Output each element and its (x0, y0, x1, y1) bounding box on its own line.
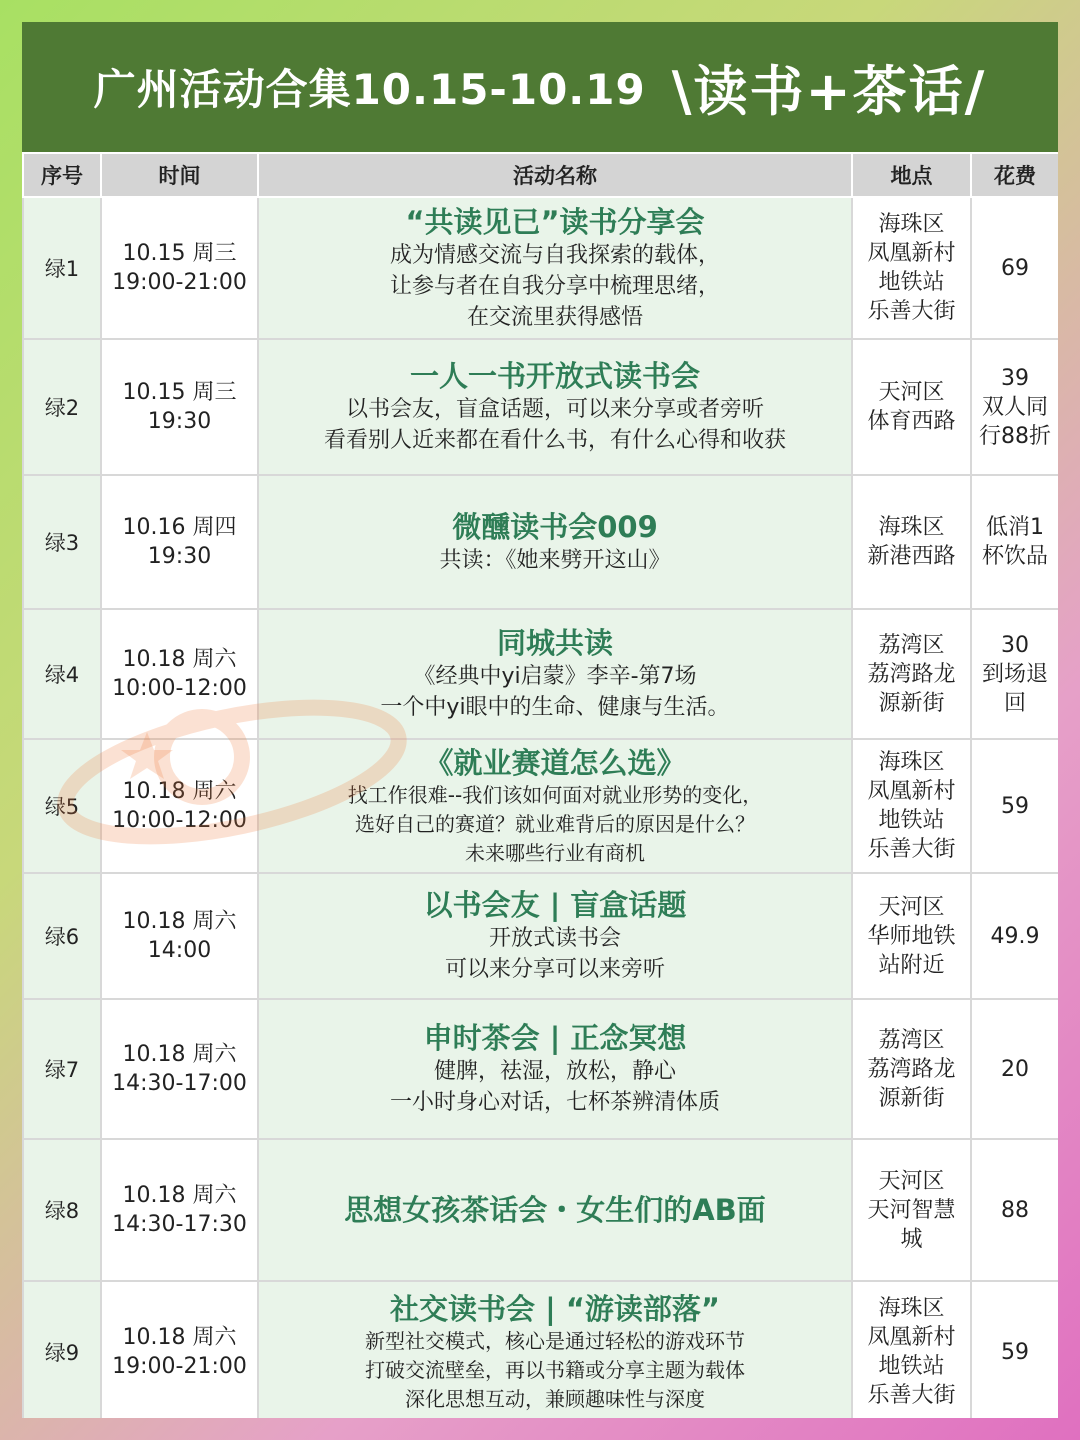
location-line: 凤凰新村 (867, 779, 956, 804)
activity-desc: 可以来分享可以来旁听 (444, 957, 665, 982)
activity-desc: 健脾，祛湿，放松，静心 (433, 1059, 676, 1084)
activity-title: 一人一书开放式读书会 (409, 359, 700, 393)
row-time (101, 873, 258, 999)
row-time (101, 197, 258, 339)
cost-line: 到场退 (981, 661, 1048, 687)
col-header-location: 地点 (852, 153, 971, 197)
time-line: 10.18 周六 (122, 1183, 237, 1208)
row-cost (971, 609, 1058, 739)
cost-line: 20 (1001, 1056, 1029, 1082)
table-row (23, 339, 1058, 475)
activity-desc: 选好自己的赛道？就业难背后的原因是什么？ (355, 811, 755, 836)
location-line: 源新街 (878, 1085, 945, 1111)
cost-line: 39 (1001, 365, 1029, 391)
location-line: 源新街 (878, 690, 945, 716)
time-line: 14:30-17:00 (112, 1071, 247, 1096)
time-line: 14:00 (147, 938, 212, 963)
row-cost (971, 739, 1058, 873)
row-activity (258, 999, 852, 1139)
cost-line: 88 (1001, 1197, 1029, 1223)
row-index: 绿1 (23, 197, 101, 339)
table-row (23, 475, 1058, 609)
location-line: 天河区 (878, 894, 945, 920)
activity-title: 同城共读 (496, 626, 613, 660)
location-line: 荔湾区 (878, 1027, 945, 1053)
activity-desc: 开放式读书会 (488, 926, 621, 951)
row-cost (971, 475, 1058, 609)
row-activity (258, 475, 852, 609)
row-index: 绿7 (23, 999, 101, 1139)
time-line: 10.15 周三 (122, 380, 237, 405)
row-activity (258, 1281, 852, 1418)
table-row (23, 609, 1058, 739)
row-activity (258, 873, 852, 999)
activity-desc: 《经典中yi启蒙》李辛-第7场 (413, 664, 697, 689)
row-location (852, 873, 971, 999)
location-line: 海珠区 (878, 515, 945, 540)
activity-desc: 一个中yi眼中的生命、健康与生活。 (380, 695, 730, 720)
activity-desc: 成为情感交流与自我探索的载体， (389, 242, 720, 268)
activity-desc: 让参与者在自我分享中梳理思绪， (389, 273, 720, 299)
time-line: 10.18 周六 (122, 1325, 237, 1350)
row-activity (258, 1139, 852, 1281)
row-time (101, 739, 258, 873)
time-line: 10.18 周六 (122, 647, 237, 672)
row-cost (971, 1281, 1058, 1418)
time-line: 10:00-12:00 (112, 676, 247, 701)
table-row (23, 999, 1058, 1139)
cost-line: 双人同 (981, 394, 1048, 420)
row-cost (971, 339, 1058, 475)
row-time (101, 475, 258, 609)
row-location (852, 1139, 971, 1281)
cost-line: 30 (1001, 632, 1029, 658)
row-index: 绿6 (23, 873, 101, 999)
activity-title: 《就业赛道怎么选》 (424, 745, 686, 780)
page-title: 广州活动合集10.15-10.19 (93, 65, 646, 114)
row-location (852, 475, 971, 609)
location-line: 新港西路 (867, 544, 956, 569)
location-line: 天河区 (878, 1168, 945, 1194)
row-location (852, 999, 971, 1139)
location-line: 海珠区 (878, 1296, 945, 1321)
row-time (101, 1139, 258, 1281)
time-line: 10.18 周六 (122, 779, 237, 804)
activity-desc: 看看别人近来都在看什么书，有什么心得和收获 (323, 428, 786, 453)
col-header-cost: 花费 (971, 153, 1058, 197)
time-line: 10.16 周四 (122, 515, 237, 540)
cost-line: 行88折 (979, 423, 1051, 449)
row-location (852, 197, 971, 339)
time-line: 19:30 (147, 409, 212, 434)
activity-table (22, 152, 1058, 1418)
row-cost (971, 999, 1058, 1139)
cost-line: 49.9 (990, 923, 1040, 949)
location-line: 凤凰新村 (867, 1325, 956, 1350)
time-line: 19:00-21:00 (112, 270, 247, 295)
time-line: 14:30-17:30 (112, 1212, 247, 1237)
row-activity (258, 197, 852, 339)
location-line: 海珠区 (878, 750, 945, 775)
cost-line: 59 (1001, 1339, 1029, 1365)
cost-line: 回 (1003, 690, 1026, 716)
row-time (101, 999, 258, 1139)
col-header-time: 时间 (101, 153, 258, 197)
row-activity (258, 339, 852, 475)
row-location (852, 609, 971, 739)
table-row (23, 197, 1058, 339)
row-location (852, 739, 971, 873)
row-time (101, 339, 258, 475)
table-row (23, 873, 1058, 999)
activity-title: “共读见已”读书分享会 (405, 204, 705, 239)
location-line: 地铁站 (878, 808, 945, 833)
row-time (101, 1281, 258, 1418)
activity-desc: 新型社交模式，核心是通过轻松的游戏环节 (365, 1328, 745, 1353)
location-line: 城 (900, 1226, 923, 1252)
location-line: 天河智慧 (867, 1197, 956, 1223)
table-row (23, 1281, 1058, 1418)
cost-line: 杯饮品 (981, 544, 1048, 569)
row-location (852, 339, 971, 475)
col-header-index: 序号 (23, 153, 101, 197)
table-row (23, 1139, 1058, 1281)
location-line: 凤凰新村 (867, 241, 956, 266)
cost-line: 低消1 (986, 515, 1044, 540)
activity-desc: 在交流里获得感悟 (466, 304, 643, 330)
time-line: 19:00-21:00 (112, 1354, 247, 1379)
table-body (23, 197, 1058, 1418)
row-index: 绿9 (23, 1281, 101, 1418)
row-index: 绿2 (23, 339, 101, 475)
location-line: 乐善大街 (867, 299, 956, 324)
activity-title: 申时茶会 | 正念冥想 (423, 1021, 687, 1055)
location-line: 体育西路 (867, 409, 956, 434)
location-line: 天河区 (878, 380, 945, 405)
location-line: 地铁站 (878, 1354, 945, 1379)
row-index: 绿8 (23, 1139, 101, 1281)
activity-card (22, 22, 1058, 1418)
row-activity (258, 609, 852, 739)
row-location (852, 1281, 971, 1418)
cost-line: 69 (1001, 255, 1029, 281)
time-line: 19:30 (147, 544, 212, 569)
time-line: 10:00-12:00 (112, 808, 247, 833)
location-line: 站附近 (878, 952, 945, 978)
activity-title: 以书会友 | 盲盒话题 (423, 888, 687, 922)
page-header (22, 22, 1058, 152)
location-line: 荔湾区 (878, 632, 945, 658)
page-subtitle: \读书+茶话/ (671, 59, 987, 123)
location-line: 地铁站 (878, 270, 945, 295)
row-cost (971, 873, 1058, 999)
location-line: 乐善大街 (867, 837, 956, 862)
location-line: 荔湾路龙 (867, 1056, 956, 1082)
activity-desc: 未来哪些行业有商机 (465, 840, 645, 865)
time-line: 10.18 周六 (122, 909, 237, 934)
time-line: 10.15 周三 (122, 241, 237, 266)
activity-title: 社交读书会 | “游读部落” (390, 1291, 720, 1326)
activity-desc: 深化思想互动，兼顾趣味性与深度 (405, 1386, 705, 1411)
activity-desc: 找工作很难--我们该如何面对就业形势的变化， (347, 782, 763, 807)
location-line: 荔湾路龙 (867, 661, 956, 687)
row-activity (258, 739, 852, 873)
location-line: 华师地铁 (867, 923, 956, 949)
row-time (101, 609, 258, 739)
activity-desc: 一小时身心对话，七杯茶辨清体质 (389, 1090, 720, 1115)
location-line: 乐善大街 (867, 1383, 956, 1408)
row-cost (971, 197, 1058, 339)
row-cost (971, 1139, 1058, 1281)
activity-desc: 打破交流壁垒，再以书籍或分享主题为载体 (365, 1357, 745, 1382)
table-row (23, 739, 1058, 873)
cost-line: 59 (1001, 793, 1029, 819)
location-line: 海珠区 (878, 212, 945, 237)
row-index: 绿3 (23, 475, 101, 609)
activity-title: 微醺读书会009 (452, 509, 658, 544)
row-index: 绿4 (23, 609, 101, 739)
activity-desc: 以书会友，盲盒话题，可以来分享或者旁听 (345, 397, 764, 422)
time-line: 10.18 周六 (122, 1042, 237, 1067)
col-header-activity: 活动名称 (258, 153, 852, 197)
row-index: 绿5 (23, 739, 101, 873)
activity-desc: 共读：《她来劈开这山》 (439, 547, 671, 573)
activity-title: 思想女孩茶话会・女生们的AB面 (344, 1193, 766, 1227)
table-header-row (23, 153, 1058, 197)
